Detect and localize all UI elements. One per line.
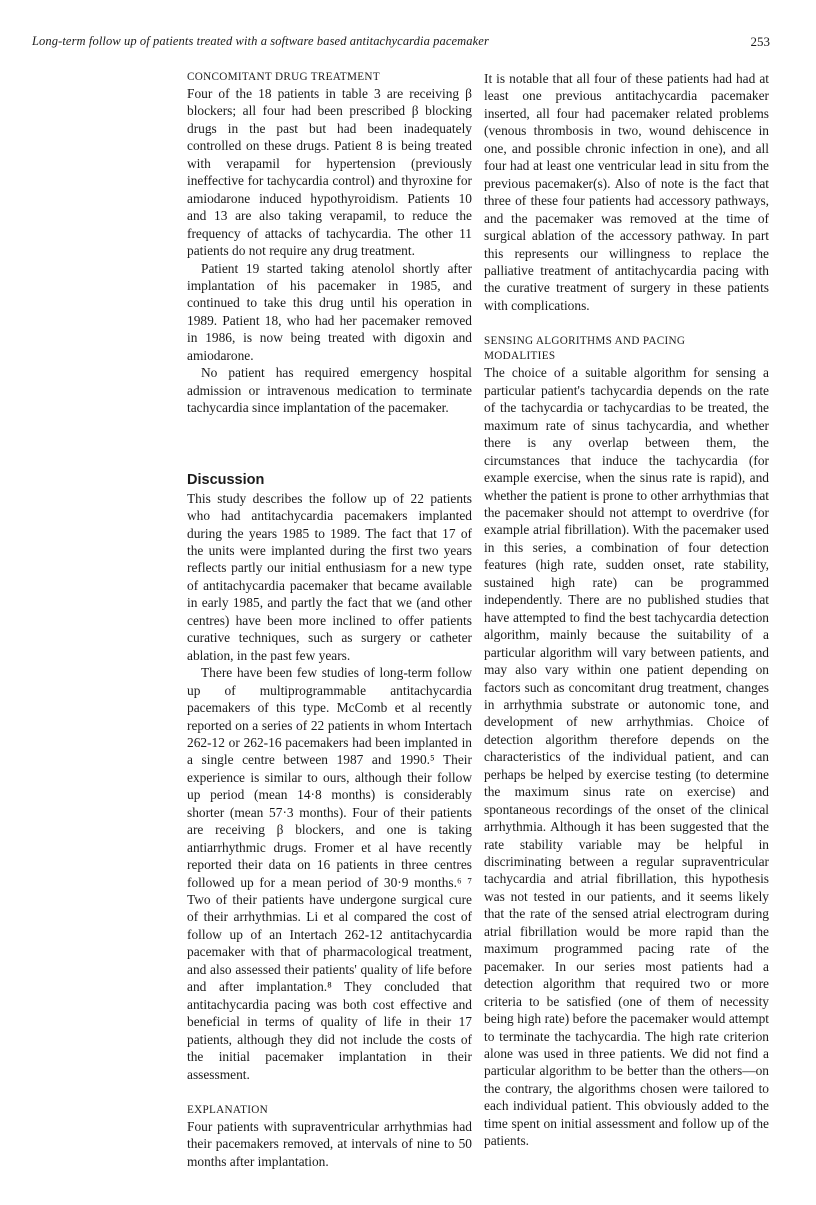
concomitant-paragraph-1: Four of the 18 patients in table 3 are receiving β blockers; all four had been prescribed β blocking drugs in the past but had been inadequately controlled on these drugs. Patient 8 is being treated with verapamil for hypertension (previously ineffective for tachycardia control) and thyroxine for amiodarone induced hypothyroidism. Patients 10 and 13 are also taking verapamil, to reduce the frequency of attacks of tachycardia. The other 11 patients do not require any drug treatment. xyxy=(187,86,472,259)
discussion-heading: Discussion xyxy=(187,471,265,488)
right-column xyxy=(484,70,769,1150)
concomitant-paragraph-3: No patient has required emergency hospital admission or intravenous medication to terminate tachycardia since implantation of the pacemaker. xyxy=(187,365,472,416)
concomitant-heading: CONCOMITANT DRUG TREATMENT xyxy=(187,71,380,83)
running-title: Long-term follow up of patients treated with a software based antitachycardia pacemaker xyxy=(32,34,489,48)
page-number: 253 xyxy=(750,34,770,49)
sensing-paragraph-1: The choice of a suitable algorithm for sensing a particular patient's tachycardia depends on the rate of the tachycardia or tachycardias to be treated, the maximum rate of sinus tachycardia, and whether there is any overlap between them, the circumstances that induce the tachycardia (for example exercise, when the sinus rate is rapid), and whether the patient is prone to other arrhythmias that the pacemaker should not attempt to overdrive (for example atrial fibrillation). With the pacemaker used in this series, a combination of four detection features (high rate, sudden onset, rate stability, sustained high rate) can be programmed independently. There are no published studies that have attempted to find the best tachycardia detection algorithm, mainly because the suitability of a particular algorithm will vary between patients, and may also vary within one patient depending on factors such as concomitant drug treatment, changes in arrhythmia substrate or autonomic tone, and development of new arrhythmias. Choice of detection algorithm therefore depends on the characteristics of the individual patient, and can perhaps be helped by exercise testing (to determine the maximum sinus rate on exercise) and spontaneous recordings of the onset of the clinical arrhythmia. Although it has been suggested that the rate stability variable may be helpful in discriminating between a regular supraventricular tachycardia and atrial fibrillation, this hypothesis was not tested in our patients, and it seems likely that the rate of the sensed atrial electrogram during atrial fibrillation would be more rapid than the maximum programmed pacing rate of the pacemaker. In our series most patients had a detection algorithm that required two or more criteria to be satisfied (one of them of necessity being high rate) before the pacemaker would attempt to terminate the tachycardia. The high rate criterion alone was used in three patients. We did not find a particular algorithm to be better than the others—on the contrary, the algorithms chosen were tailored to each individual patient. This obviously added to the time spent on initial assessment and follow up of the patients. xyxy=(484,365,769,1149)
sensing-heading-line-1: SENSING ALGORITHMS AND PACING xyxy=(484,335,686,348)
explanation-heading: EXPLANATION xyxy=(187,1104,268,1117)
discussion-paragraph-2: There have been few studies of long-term follow up of multiprogrammable antitachycardia pacemakers of this type. McComb et al recently reported on a series of 22 patients in whom Intertach 262-12 or 262-16 pacemakers had been implanted in a single centre between 1987 and 1990.⁵ Their experience is similar to ours, although their follow up period (mean 14·8 months) is considerably shorter (mean 57·3 months). Four of their patients are receiving β blockers, and one is taking antiarrhythmic drugs. Fromer et al have recently reported their data on 16 patients in three centres followed up for a mean period of 30·9 months.⁶ ⁷ Two of their patients have undergone surgical cure of their arrhythmias. Li et al compared the cost of follow up of an Intertach 262-12 antitachycardia pacemaker with that of pharmacological treatment, and also assessed their patients' quality of life before and after implantation.⁸ They concluded that antitachycardia pacing was both cost effective and beneficial in terms of quality of life in their 17 patients, although they did not include the costs of the initial pacemaker implantation in their assessment. xyxy=(187,665,472,1082)
explanation-paragraph-1-continued: It is notable that all four of these patients had had at least one previous antitachycardia pacemaker inserted, all four had pacemaker related problems (venous thrombosis in two, wound dehiscence in one, and possible chronic infection in one), and all four had at least one ventricular lead in situ from the previous pacemaker(s). Also of note is the fact that three of these four patients had accessory pathways, and the pacemaker was removed at the time of surgical ablation of the accessory pathway. In part this represents our willingness to replace the palliative treatment of antitachycardia pacing with the curative treatment of surgery in these patients with complications. xyxy=(484,71,769,313)
concomitant-paragraph-2: Patient 19 started taking atenolol shortly after implantation of his pacemaker in 1985, and continued to take this drug until his operation in 1989. Patient 18, who had her pacemaker removed in 1986, is now being treated with digoxin and amiodarone. xyxy=(187,260,472,363)
sensing-heading-line-2: MODALITIES xyxy=(484,350,556,363)
explanation-paragraph-1: Four patients with supraventricular arrhythmias had their pacemakers removed, at intervals of nine to 50 months after implantation. xyxy=(187,1119,472,1169)
left-column xyxy=(187,70,472,1170)
discussion-paragraph-1: This study describes the follow up of 22 patients who had antitachycardia pacemakers implanted during the years 1985 to 1989. The fact that 17 of the units were implanted during the first two years reflects partly our initial enthusiasm for a new type of antitachycardia pacemaker that became available in early 1985, and partly the fact that we (and other centres) have been more inclined to offer patients curative techniques, such as surgery or catheter ablation, in the past few years. xyxy=(187,490,472,663)
